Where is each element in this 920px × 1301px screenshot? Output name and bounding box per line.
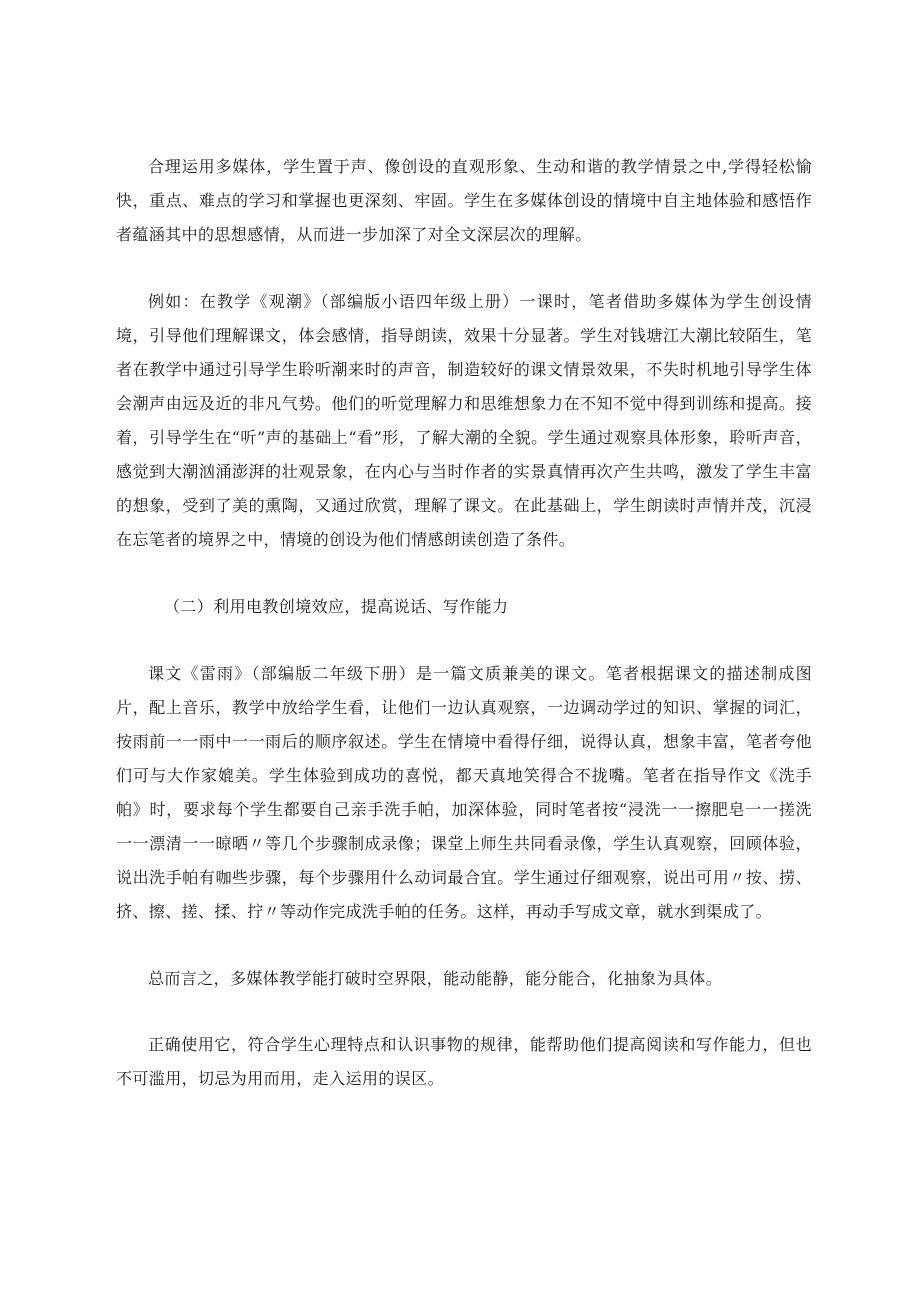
- paragraph-multimedia-benefits: 合理运用多媒体，学生置于声、像创设的直观形象、生动和谐的教学情景之中,学得轻松愉快，重点、难点的学习和掌握也更深刻、牢固。学生在多媒体创设的情境中自主地体验和感悟作者蕴涵其中的思想感情，从而进一步加深了对全文深层次的理解。: [116, 157, 812, 244]
- paragraph-guanchao-example: 例如：在教学《观潮》（部编版小语四年级上册）一课时，笔者借助多媒体为学生创设情境，引导他们理解课文，体会感情，指导朗读，效果十分显著。学生对钱塘江大潮比较陌生，笔者在教学中通过引导学生聆听潮来时的声音，制造较好的课文情景效果，不失时机地引导学生体会潮声由远及近的非凡气势。他们的听觉理解力和思维想象力在不知不觉中得到训练和提高。接着，引导学生在“听”声的基础上“看”形，了解大潮的全貌。学生通过观察具体形象，聆听声音，感觉到大潮汹涌澎湃的壮观景象，在内心与当时作者的实景真情再次产生共鸣，激发了学生丰富的想象，受到了美的熏陶，又通过欣赏，理解了课文。在此基础上，学生朗读时声情并茂，沉浸在忘笔者的境界之中，情境的创设为他们情感朗读创造了条件。: [116, 292, 812, 549]
- paragraph-leiyu-example: 课文《雷雨》（部编版二年级下册）是一篇文质兼美的课文。笔者根据课文的描述制成图片，配上音乐，教学中放给学生看，让他们一边认真观察，一边调动学过的知识、掌握的词汇，按雨前一一雨中一一雨后的顺序叙述。学生在情境中看得仔细，说得认真，想象丰富，笔者夸他们可与大作家媲美。学生体验到成功的喜悦，都天真地笑得合不拢嘴。笔者在指导作文《洗手帕》时，要求每个学生都要自己亲手洗手帕，加深体验，同时笔者按“浸洗一一擦肥皂一一搓洗一一漂清一一晾晒〃等几个步骤制成录像；课堂上师生共同看录像，学生认真观察，回顾体验，说出洗手帕有咖些步骤，每个步骤用什么动词最合宜。学生通过仔细观察，说出可用〃按、捞、挤、擦、搓、揉、拧〃等动作完成洗手帕的任务。这样，再动手写成文章，就水到渠成了。: [116, 664, 812, 921]
- paragraph-conclusion: 正确使用它，符合学生心理特点和认识事物的规律，能帮助他们提高阅读和写作能力，但也不可滥用，切忌为用而用，走入运用的误区。: [116, 1035, 812, 1088]
- section-heading-2: （二）利用电教创境效应，提高说话、写作能力: [164, 597, 509, 616]
- document-body: [116, 150, 812, 1096]
- paragraph-summary: 总而言之，多媒体教学能打破时空界限，能动能静，能分能合，化抽象为具体。: [148, 969, 723, 988]
